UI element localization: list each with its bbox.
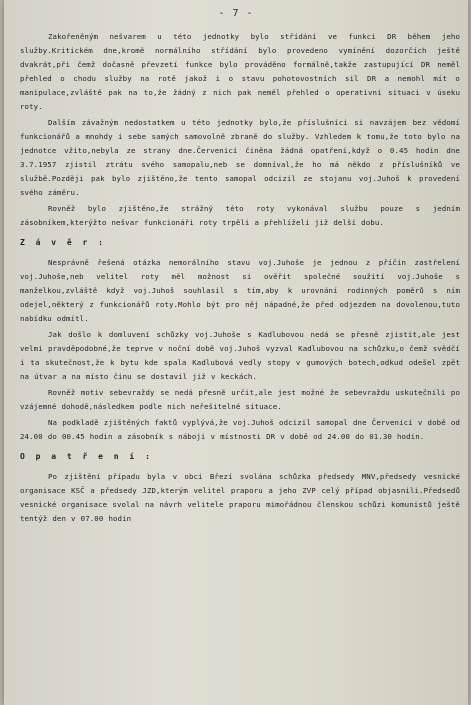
paragraph-conclusion-facts: Na podkladě zjištěných faktů vyplývá,že voj.Juhoš odcizil samopal dne Červenicí v době od 24.00 do 00.45 hodin a zásobník s náboji v místnosti DR v době od 24.00 do 01.30 hodin. [20,418,460,441]
page-number: - 7 - [218,8,254,19]
heading-conclusion: Z á v ě r : [20,238,106,247]
paragraph-weapons-handling: Dalším závažným nedostatkem u této jednotky bylo,že příslušníci si navzájem bez vědomí funkcionářů a mnohdy i sebe samých samovolně zbraně do služby. Vzhledem k tomu,že toto bylo na jednotce vžito,nebyla ze strany dne.Červenicí činěna žádná opatření,když o 0.45 hodin dne 3.7.1957 zjistil ztrátu svého samopalu,neb se domníval,že ho má někdo z příslušníků ve službě.Později pak bylo zjištěno,že tento samopal odcizil ze stojanu voj.Juhoš k provedení svého záměru. [20,118,460,197]
paragraph-measures-meeting: Po zjištění případu byla v obci Březí svolána schůzka předsedy MNV,předsedy vesnické organisace KSČ a předsedy JZD,kterým velitel praporu a jeho ZVP celý případ objasnili.Předsedů vesnické organisace svolal na návrh velitele praporu mimořádnou členskou schůzi komunistů ještě tentýž den v 07.00 hodin [20,472,460,523]
paragraph-conclusion-cause: Nesprávně řešená otázka nemorálního stavu voj.Juhoše je jednou z příčin zastřelení voj.Juhoše,neb velitel roty měl možnost si ověřit společné soužití voj.Juhoše s manželkou,zvláště když voj.Juhoš souhlasil s tím,aby k urovnání rodinných poměrů s ním odejel,některý z funkcionářů roty.Mohlo být pro něj nápadné,že před odjezdem na dovolenou,tuto nabídku odmítl. [20,258,460,323]
paragraph-conclusion-meeting: Jak došlo k domluvení schůzky voj.Juhoše s Kadlubovou nedá se přesně zjistit,ale jest velmi pravděpodobné,že teprve v noční době voj.Juhoš vyzval Kadlubovou na schůzku,o čemž svědčí i ta skutečnost,že k bytu kde spala Kadlubová vedly stopy v gumových botech,odkud odešel zpět na útvar a na místo činu se dostavil již v keckách. [20,330,460,381]
heading-measures: O p a t ř e n í : [20,452,153,461]
paragraph-conclusion-motive: Rovněž motiv sebevraždy se nedá přesně určit,ale jest možné že sebevraždu uskutečnili po vzájemné dohodě,následkem podle nich neřešitelné situace. [20,388,460,411]
paragraph-guard-magazine: Rovněž bylo zjištěno,že strážný této roty vykonával službu pouze s jedním zásobníkem,kterýžto nešvar funkcionáři roty trpěli a přehlíželi již delší dobu. [20,204,460,227]
document-page [4,0,468,705]
paragraph-shift-changes: Zakořeněným nešvarem u této jednotky bylo střídání ve funkci DR během jeho služby.Kritickém dne,kromě normálního střídání bylo provedeno vymínění dozorčích ještě dvakrát,při čemž dočasně převzetí funkce bylo prováděno formálně,takže zastupující DR neměl přehled o chodu služby na rotě jakož i o stavu pohotovostních sil DR a nemohl mít o manipulace,zvláště pak na to,že žádný z nich pak neměl přehled o operativní situaci v úseku roty. [20,32,460,111]
document-body [20,30,460,528]
